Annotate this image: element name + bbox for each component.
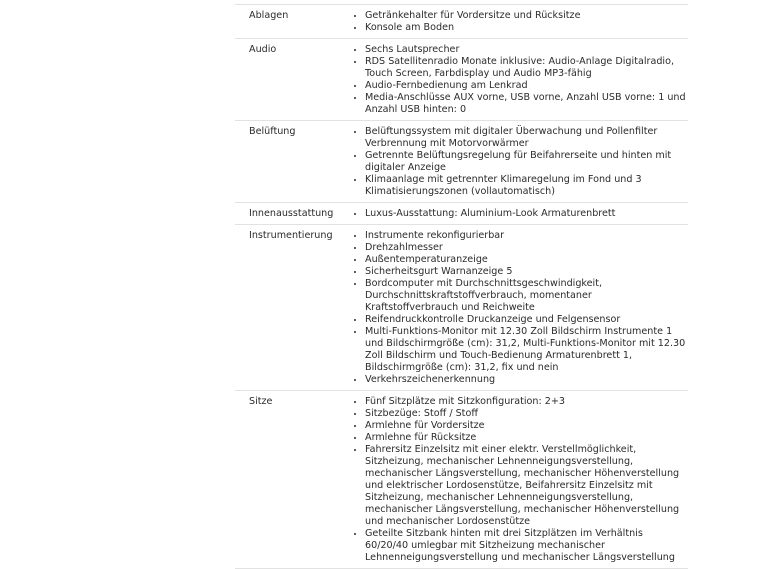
spec-value-item: • Armlehne für Rücksitze [365,432,688,444]
spec-value-item: • Klimaanlage mit getrennter Klimaregelung im Fond und 3 Klimatisierungszonen (vollautomatisch) [365,174,688,198]
spec-row [235,225,688,391]
spec-value-item: • Multi-Funktions-Monitor mit 12.30 Zoll Bildschirm Instrumente 1 und Bildschirmgröße (cm): 31,2, Multi-Funktions-Monitor mit 12.30 Zoll Bildschirm und Touch-Bedienung Armaturenbrett 1, Bildschirmgröße (cm): 31,2, fix und nein [365,326,688,374]
spec-value-item: • Fahrersitz Einzelsitz mit einer elektr. Verstellmöglichkeit, Sitzheizung, mechanischer Lehnenneigungsverstellung, mechanischer Längsverstellung, mechanischer Höhenverstellung und elektrischer Lordosenstütze, Beifahrersitz Einzelsitz mit Sitzheizung, mechanischer Lehnenneigungsverstellung, mechanischer Längsverstellung, mechanischer Höhenverstellung und mechanischer Lordosenstütze [365,444,688,528]
spec-value-item: • Armlehne für Vordersitze [365,420,688,432]
spec-label: Innenausstattung [249,208,334,219]
spec-value-item: • Media-Anschlüsse AUX vorne, USB vorne, Anzahl USB vorne: 1 und Anzahl USB hinten: 0 [365,92,688,116]
spec-table [235,5,688,569]
spec-value-item: • Fünf Sitzplätze mit Sitzkonfiguration: 2+3 [365,396,688,408]
spec-value-list [235,126,688,198]
spec-value-item: • Drehzahlmesser [365,242,688,254]
spec-value-item: • Reifendruckkontrolle Druckanzeige und Felgensensor [365,314,688,326]
spec-label: Audio [249,44,277,55]
spec-value-item: • Sechs Lautsprecher [365,44,688,56]
spec-row [235,121,688,203]
spec-label: Instrumentierung [249,230,333,241]
spec-row [235,39,688,121]
spec-value-item: • Bordcomputer mit Durchschnittsgeschwindigkeit, Durchschnittskraftstoffverbrauch, momentaner Kraftstoffverbrauch und Reichweite [365,278,688,314]
spec-row [235,5,688,39]
spec-value-item: • Außentemperaturanzeige [365,254,688,266]
spec-value-item: • Belüftungssystem mit digitaler Überwachung und Pollenfilter Verbrennung mit Motorvorwärmer [365,126,688,150]
spec-label: Belüftung [249,126,296,137]
spec-value-item: • Audio-Fernbedienung am Lenkrad [365,80,688,92]
spec-value-item: • Geteilte Sitzbank hinten mit drei Sitzplätzen im Verhältnis 60/20/40 umlegbar mit Sitzheizung mechanischer Lehnenneigungsverstellung und mechanischer Längsverstellung [365,528,688,564]
spec-value-item: • Verkehrszeichenerkennung [365,374,688,386]
spec-value-list [235,44,688,116]
spec-value-list [235,396,688,564]
spec-value-item: • Getränkehalter für Vordersitze und Rücksitze [365,10,688,22]
spec-value-item: • Luxus-Ausstattung: Aluminium-Look Armaturenbrett [365,208,688,220]
spec-value-item: • Sitzbezüge: Stoff / Stoff [365,408,688,420]
spec-row [235,203,688,225]
spec-value-item: • Getrennte Belüftungsregelung für Beifahrerseite und hinten mit digitaler Anzeige [365,150,688,174]
spec-row [235,391,688,569]
spec-value-item: • Instrumente rekonfigurierbar [365,230,688,242]
spec-label: Ablagen [249,10,289,21]
spec-label: Sitze [249,396,273,407]
spec-value-item: • Konsole am Boden [365,22,688,34]
spec-value-list [235,10,688,34]
spec-value-item: • RDS Satellitenradio Monate inklusive: Audio-Anlage Digitalradio, Touch Screen, Farbdisplay und Audio MP3-fähig [365,56,688,80]
spec-value-list [235,230,688,386]
spec-value-item: • Sicherheitsgurt Warnanzeige 5 [365,266,688,278]
